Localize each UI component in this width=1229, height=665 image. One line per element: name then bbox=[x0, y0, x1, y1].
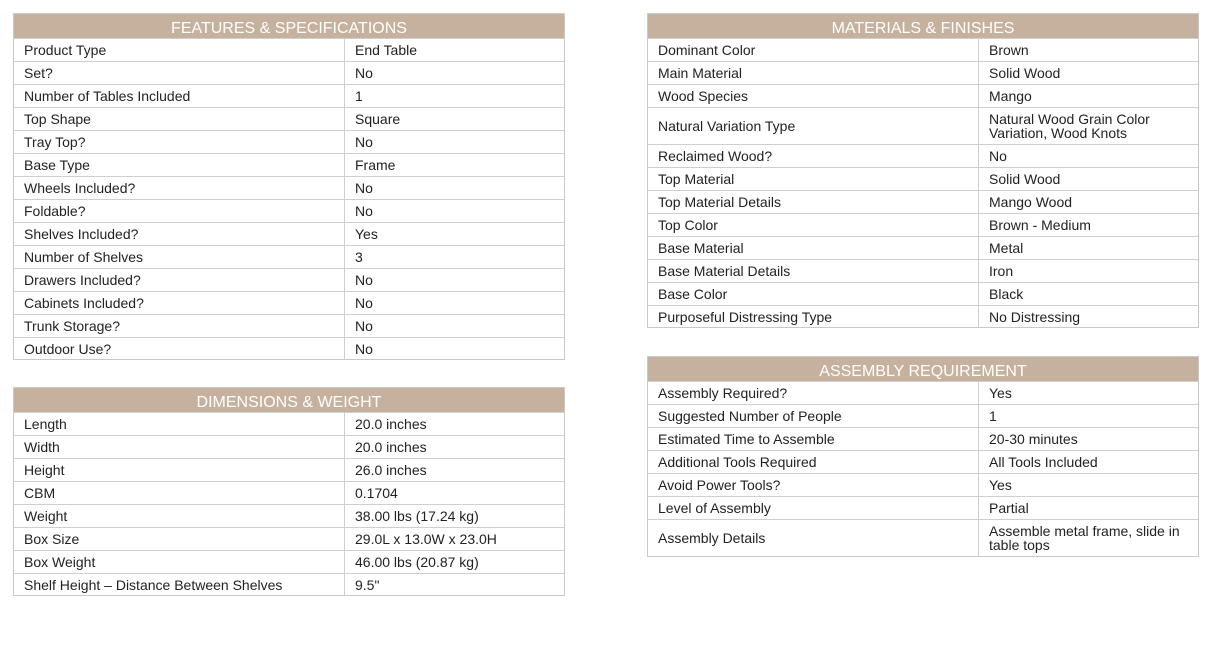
row-label: Cabinets Included? bbox=[14, 292, 345, 314]
row-value: 3 bbox=[355, 249, 363, 265]
row-label: Assembly Required? bbox=[648, 382, 979, 404]
features-specifications-table bbox=[13, 13, 565, 360]
row-value: No bbox=[355, 272, 373, 288]
row-label: Weight bbox=[14, 505, 345, 527]
table-row bbox=[648, 404, 1198, 427]
table-row bbox=[14, 527, 564, 550]
row-label: Drawers Included? bbox=[14, 269, 345, 291]
row-label: Shelf Height – Distance Between Shelves bbox=[14, 574, 345, 595]
row-label: Natural Variation Type bbox=[648, 108, 979, 144]
row-value: No bbox=[355, 295, 373, 311]
row-value: Natural Wood Grain Color Variation, Wood Knots bbox=[989, 111, 1150, 141]
table-row bbox=[648, 519, 1198, 556]
row-label: Level of Assembly bbox=[648, 497, 979, 519]
table-row bbox=[14, 435, 564, 458]
assembly-requirement-table bbox=[647, 356, 1199, 557]
table-row bbox=[14, 573, 564, 595]
table-row bbox=[14, 61, 564, 84]
table-row bbox=[648, 144, 1198, 167]
row-value: No bbox=[355, 318, 373, 334]
row-label: Main Material bbox=[648, 62, 979, 84]
row-label: Tray Top? bbox=[14, 131, 345, 153]
table-row bbox=[648, 259, 1198, 282]
table-row bbox=[648, 167, 1198, 190]
table-row bbox=[14, 176, 564, 199]
row-value: 1 bbox=[355, 88, 363, 104]
row-label: Wheels Included? bbox=[14, 177, 345, 199]
table-row bbox=[14, 314, 564, 337]
row-label: Estimated Time to Assemble bbox=[648, 428, 979, 450]
row-value: 46.00 lbs (20.87 kg) bbox=[355, 554, 479, 570]
row-label: Outdoor Use? bbox=[14, 338, 345, 359]
row-value: No bbox=[355, 180, 373, 196]
row-value: 20-30 minutes bbox=[989, 431, 1078, 447]
row-label: Base Color bbox=[648, 283, 979, 305]
table-row bbox=[648, 305, 1198, 327]
table-row bbox=[648, 190, 1198, 213]
row-value: Frame bbox=[355, 157, 396, 173]
table-row bbox=[648, 107, 1198, 144]
row-value: No bbox=[355, 65, 373, 81]
row-label: Top Material bbox=[648, 168, 979, 190]
table-row bbox=[648, 427, 1198, 450]
table-row bbox=[648, 496, 1198, 519]
row-value: 9.5" bbox=[355, 576, 380, 593]
row-label: Height bbox=[14, 459, 345, 481]
materials-finishes-table bbox=[647, 13, 1199, 328]
table-row bbox=[14, 130, 564, 153]
table-row bbox=[14, 412, 564, 435]
features-title: FEATURES & SPECIFICATIONS bbox=[14, 14, 564, 38]
row-label: Base Material bbox=[648, 237, 979, 259]
table-row bbox=[14, 107, 564, 130]
row-value: Metal bbox=[989, 240, 1024, 256]
row-value: No bbox=[355, 134, 373, 150]
table-row bbox=[648, 213, 1198, 236]
row-label: Trunk Storage? bbox=[14, 315, 345, 337]
table-row bbox=[14, 222, 564, 245]
row-label: Number of Shelves bbox=[14, 246, 345, 268]
row-value: Yes bbox=[989, 477, 1012, 493]
table-row bbox=[14, 38, 564, 61]
row-value: Partial bbox=[989, 500, 1029, 516]
row-label: Top Shape bbox=[14, 108, 345, 130]
row-value: 20.0 inches bbox=[355, 416, 427, 432]
row-label: Box Size bbox=[14, 528, 345, 550]
row-value: No bbox=[989, 148, 1007, 164]
row-label: Suggested Number of People bbox=[648, 405, 979, 427]
table-row bbox=[14, 268, 564, 291]
row-value: Brown - Medium bbox=[989, 217, 1091, 233]
row-label: Dominant Color bbox=[648, 39, 979, 61]
row-label: Top Material Details bbox=[648, 191, 979, 213]
materials-title: MATERIALS & FINISHES bbox=[648, 14, 1198, 38]
table-row bbox=[14, 153, 564, 176]
row-value: All Tools Included bbox=[989, 454, 1098, 470]
table-row bbox=[648, 450, 1198, 473]
row-value: Black bbox=[989, 286, 1024, 302]
table-row bbox=[648, 473, 1198, 496]
row-value: 29.0L x 13.0W x 23.0H bbox=[355, 531, 497, 547]
row-value: No bbox=[355, 203, 373, 219]
row-value: Mango bbox=[989, 88, 1032, 104]
table-row bbox=[648, 84, 1198, 107]
table-row bbox=[14, 84, 564, 107]
row-label: Base Material Details bbox=[648, 260, 979, 282]
table-row bbox=[648, 236, 1198, 259]
row-label: Width bbox=[14, 436, 345, 458]
row-label: CBM bbox=[14, 482, 345, 504]
row-label: Number of Tables Included bbox=[14, 85, 345, 107]
row-label: Reclaimed Wood? bbox=[648, 145, 979, 167]
row-value: 1 bbox=[989, 408, 997, 424]
row-label: Additional Tools Required bbox=[648, 451, 979, 473]
row-value: Mango Wood bbox=[989, 194, 1073, 210]
row-value: 26.0 inches bbox=[355, 462, 427, 478]
row-label: Top Color bbox=[648, 214, 979, 236]
row-label: Purposeful Distressing Type bbox=[648, 306, 979, 327]
assembly-title: ASSEMBLY REQUIREMENT bbox=[648, 357, 1198, 381]
row-label: Base Type bbox=[14, 154, 345, 176]
row-value: No Distressing bbox=[989, 308, 1081, 325]
row-value: Yes bbox=[989, 385, 1012, 401]
row-value: Brown bbox=[989, 42, 1029, 58]
row-value: No bbox=[355, 340, 373, 357]
table-row bbox=[648, 282, 1198, 305]
row-label: Wood Species bbox=[648, 85, 979, 107]
dimensions-title: DIMENSIONS & WEIGHT bbox=[14, 388, 564, 412]
row-value: 20.0 inches bbox=[355, 439, 427, 455]
row-label: Shelves Included? bbox=[14, 223, 345, 245]
dimensions-weight-table bbox=[13, 387, 565, 596]
table-row bbox=[14, 337, 564, 359]
row-label: Box Weight bbox=[14, 551, 345, 573]
table-row bbox=[648, 381, 1198, 404]
row-value: Solid Wood bbox=[989, 65, 1061, 81]
table-row bbox=[14, 199, 564, 222]
row-value: Yes bbox=[355, 226, 378, 242]
table-row bbox=[14, 458, 564, 481]
row-value: 38.00 lbs (17.24 kg) bbox=[355, 508, 479, 524]
row-label: Avoid Power Tools? bbox=[648, 474, 979, 496]
row-label: Set? bbox=[14, 62, 345, 84]
row-value: Solid Wood bbox=[989, 171, 1061, 187]
row-label: Assembly Details bbox=[648, 520, 979, 556]
row-label: Length bbox=[14, 413, 345, 435]
row-value: Square bbox=[355, 111, 401, 127]
row-value: 0.1704 bbox=[355, 485, 398, 501]
table-row bbox=[14, 291, 564, 314]
row-label: Foldable? bbox=[14, 200, 345, 222]
table-row bbox=[648, 61, 1198, 84]
table-row bbox=[14, 481, 564, 504]
table-row bbox=[14, 550, 564, 573]
row-label: Product Type bbox=[14, 39, 345, 61]
row-value: Iron bbox=[989, 263, 1014, 279]
table-row bbox=[14, 504, 564, 527]
row-value: End Table bbox=[355, 42, 418, 58]
row-value: Assemble metal frame, slide in table tops bbox=[989, 523, 1180, 553]
table-row bbox=[14, 245, 564, 268]
table-row bbox=[648, 38, 1198, 61]
